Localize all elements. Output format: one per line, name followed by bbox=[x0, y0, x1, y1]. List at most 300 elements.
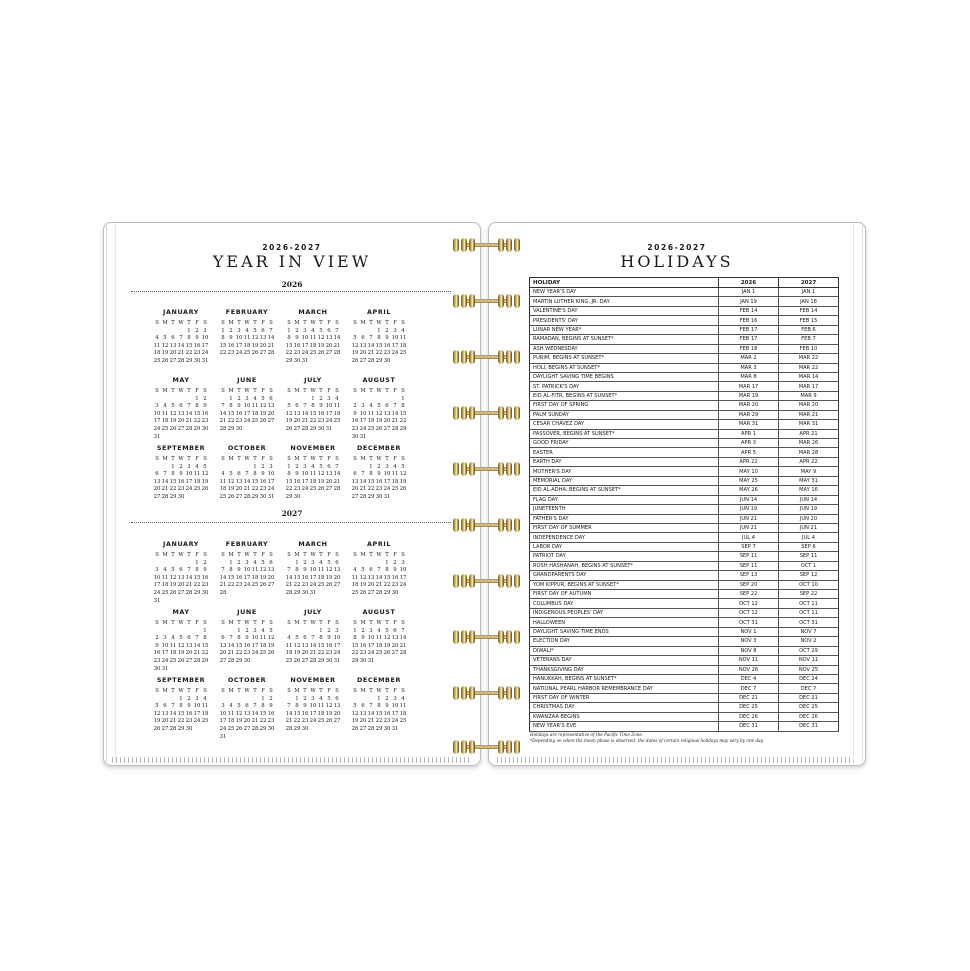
day-number: 24 bbox=[399, 582, 407, 589]
day-number: 4 bbox=[253, 559, 257, 566]
day-number: 3 bbox=[327, 395, 331, 402]
day-number: 16 bbox=[351, 418, 359, 425]
day-number: 30 bbox=[235, 425, 243, 432]
empty-day bbox=[219, 396, 227, 404]
day-number: 7 bbox=[195, 635, 199, 642]
spiral-ring bbox=[453, 462, 520, 476]
day-number: 27 bbox=[325, 486, 333, 493]
day-number: 1 bbox=[369, 463, 373, 470]
day-number: 17 bbox=[359, 418, 367, 425]
day-number: 25 bbox=[153, 357, 161, 364]
day-number: 23 bbox=[325, 650, 333, 657]
day-number: 26 bbox=[259, 582, 267, 589]
holiday-name: DAYLIGHT SAVING TIME BEGINS bbox=[530, 372, 719, 381]
day-number: 30 bbox=[383, 357, 391, 364]
day-number: 12 bbox=[235, 710, 243, 717]
month-name: OCTOBER bbox=[227, 444, 267, 452]
day-number: 21 bbox=[267, 342, 275, 349]
day-number: 13 bbox=[383, 410, 391, 417]
day-number: 23 bbox=[193, 350, 201, 357]
ring-coil bbox=[461, 574, 467, 588]
month-name: FEBRUARY bbox=[225, 540, 269, 548]
day-number: 25 bbox=[285, 657, 293, 664]
day-number: 25 bbox=[317, 582, 325, 589]
day-number: 31 bbox=[333, 657, 341, 664]
day-number: 21 bbox=[219, 582, 227, 589]
footnote-timezone: Holidays are representative of the Pacific Time Zone. bbox=[530, 732, 644, 737]
day-number: 19 bbox=[293, 650, 301, 657]
day-number: 9 bbox=[187, 703, 191, 710]
date-2027: SEP 12 bbox=[779, 571, 839, 580]
day-number: 1 bbox=[319, 627, 323, 634]
day-number: 28 bbox=[227, 657, 235, 664]
date-2026: MAY 25 bbox=[719, 476, 779, 485]
day-number: 26 bbox=[251, 350, 259, 357]
day-number: 2 bbox=[179, 463, 183, 470]
date-2026: MAY 26 bbox=[719, 486, 779, 495]
ring-coil bbox=[461, 294, 467, 308]
weekday-letter: T bbox=[253, 388, 257, 394]
month-name: MARCH bbox=[298, 540, 328, 548]
day-number: 6 bbox=[369, 567, 373, 574]
day-number: 28 bbox=[185, 425, 193, 432]
day-number: 6 bbox=[393, 627, 397, 634]
table-row bbox=[530, 448, 839, 457]
day-number: 29 bbox=[235, 657, 243, 664]
day-number: 30 bbox=[293, 357, 301, 364]
ring-coil bbox=[514, 574, 520, 588]
empty-day bbox=[169, 560, 177, 568]
date-2027: APR 21 bbox=[779, 429, 839, 438]
day-number: 13 bbox=[169, 342, 177, 349]
date-2027: OCT 11 bbox=[779, 599, 839, 608]
weekday-letter: T bbox=[237, 620, 241, 626]
day-number: 11 bbox=[161, 410, 169, 417]
weekday-letter: F bbox=[261, 388, 265, 394]
day-number: 24 bbox=[243, 418, 251, 425]
weekday-letter: S bbox=[287, 688, 291, 694]
date-2027: MAY 16 bbox=[779, 486, 839, 495]
ring-coil bbox=[469, 740, 475, 754]
day-number: 5 bbox=[155, 703, 159, 710]
holiday-name: MOTHER'S DAY bbox=[530, 467, 719, 476]
day-number: 17 bbox=[391, 710, 399, 717]
date-2026: NOV 1 bbox=[719, 627, 779, 636]
date-2026: MAR 17 bbox=[719, 382, 779, 391]
day-number: 29 bbox=[185, 357, 193, 364]
date-2026: JUN 21 bbox=[719, 514, 779, 523]
holiday-name: LUNAR NEW YEAR* bbox=[530, 325, 719, 334]
year-in-view-content bbox=[103, 222, 481, 766]
day-number: 29 bbox=[259, 725, 267, 732]
weekday-letter: S bbox=[353, 456, 357, 462]
day-number: 24 bbox=[193, 718, 201, 725]
day-number: 30 bbox=[177, 493, 185, 500]
day-number: 2 bbox=[385, 695, 389, 702]
date-2027: DEC 25 bbox=[779, 703, 839, 712]
table-row bbox=[530, 410, 839, 419]
weekday-letter: F bbox=[195, 552, 199, 558]
day-number: 3 bbox=[269, 463, 273, 470]
month-calendar bbox=[351, 540, 417, 608]
day-number: 21 bbox=[185, 582, 193, 589]
day-number: 26 bbox=[317, 350, 325, 357]
weekday-letter: W bbox=[310, 620, 316, 626]
day-number: 23 bbox=[359, 650, 367, 657]
holiday-name: FATHER'S DAY bbox=[530, 514, 719, 523]
empty-day bbox=[367, 696, 375, 704]
day-number: 14 bbox=[367, 342, 375, 349]
holiday-name: FIRST DAY OF SUMMER bbox=[530, 523, 719, 532]
weekday-letter: S bbox=[401, 320, 405, 326]
day-number: 1 bbox=[253, 463, 257, 470]
day-number: 22 bbox=[235, 650, 243, 657]
day-number: 11 bbox=[391, 471, 399, 478]
date-2026: NOV 26 bbox=[719, 665, 779, 674]
day-number: 1 bbox=[171, 463, 175, 470]
table-row bbox=[530, 618, 839, 627]
holiday-name: ELECTION DAY bbox=[530, 637, 719, 646]
day-number: 6 bbox=[269, 395, 273, 402]
day-number: 30 bbox=[259, 493, 267, 500]
date-2026: OCT 31 bbox=[719, 618, 779, 627]
weekday-letter: M bbox=[228, 552, 234, 558]
day-number: 19 bbox=[325, 710, 333, 717]
day-number: 5 bbox=[269, 627, 273, 634]
weekday-letter: S bbox=[155, 388, 159, 394]
weekday-letter: W bbox=[244, 388, 250, 394]
date-2026: MAR 3 bbox=[719, 363, 779, 372]
empty-day bbox=[367, 396, 375, 404]
day-number: 23 bbox=[185, 718, 193, 725]
empty-day bbox=[161, 396, 169, 404]
table-row bbox=[530, 354, 839, 363]
day-number: 25 bbox=[161, 589, 169, 596]
page-title: YEAR IN VIEW bbox=[212, 252, 372, 271]
day-number: 15 bbox=[177, 710, 185, 717]
day-number: 25 bbox=[259, 650, 267, 657]
weekday-letter: W bbox=[376, 688, 382, 694]
day-number: 19 bbox=[351, 718, 359, 725]
day-number: 7 bbox=[377, 567, 381, 574]
day-number: 24 bbox=[267, 486, 275, 493]
weekday-letter: T bbox=[171, 552, 175, 558]
day-number: 31 bbox=[153, 433, 161, 440]
day-number: 19 bbox=[359, 582, 367, 589]
day-number: 29 bbox=[293, 589, 301, 596]
day-number: 4 bbox=[261, 627, 265, 634]
day-number: 19 bbox=[201, 478, 209, 485]
day-number: 10 bbox=[309, 567, 317, 574]
day-number: 28 bbox=[375, 589, 383, 596]
weekday-letter: T bbox=[253, 552, 257, 558]
day-number: 20 bbox=[243, 718, 251, 725]
day-number: 29 bbox=[293, 725, 301, 732]
weekday-letter: S bbox=[353, 688, 357, 694]
day-number: 1 bbox=[195, 395, 199, 402]
day-number: 17 bbox=[219, 718, 227, 725]
empty-day bbox=[359, 328, 367, 336]
weekday-letter: S bbox=[335, 320, 339, 326]
day-number: 27 bbox=[325, 350, 333, 357]
weekday-letter: T bbox=[187, 388, 191, 394]
day-number: 2 bbox=[327, 627, 331, 634]
day-number: 19 bbox=[153, 718, 161, 725]
day-number: 18 bbox=[169, 650, 177, 657]
day-number: 23 bbox=[243, 650, 251, 657]
day-number: 20 bbox=[293, 418, 301, 425]
day-number: 5 bbox=[179, 635, 183, 642]
day-number: 24 bbox=[325, 418, 333, 425]
day-number: 23 bbox=[201, 582, 209, 589]
holiday-name: EID AL-ADHA, BEGINS AT SUNSET* bbox=[530, 486, 719, 495]
day-number: 14 bbox=[399, 635, 407, 642]
day-number: 10 bbox=[219, 710, 227, 717]
day-number: 4 bbox=[253, 395, 257, 402]
day-number: 21 bbox=[367, 350, 375, 357]
weekday-letter: M bbox=[294, 620, 300, 626]
year-range-eyebrow: 2026-2027 bbox=[647, 243, 707, 252]
empty-day bbox=[161, 696, 169, 704]
day-number: 25 bbox=[251, 582, 259, 589]
table-row bbox=[530, 722, 839, 731]
day-number: 12 bbox=[251, 335, 259, 342]
day-number: 8 bbox=[353, 635, 357, 642]
day-number: 24 bbox=[391, 718, 399, 725]
ring-coil bbox=[461, 406, 467, 420]
day-number: 21 bbox=[333, 478, 341, 485]
day-number: 12 bbox=[267, 635, 275, 642]
day-number: 14 bbox=[367, 710, 375, 717]
weekday-letter: M bbox=[162, 388, 168, 394]
month-day-grid bbox=[351, 388, 417, 441]
day-number: 13 bbox=[267, 567, 275, 574]
day-number: 31 bbox=[267, 493, 275, 500]
day-number: 28 bbox=[309, 657, 317, 664]
holiday-name: VALENTINE'S DAY bbox=[530, 306, 719, 315]
date-2026: OCT 12 bbox=[719, 599, 779, 608]
weekday-letter: M bbox=[360, 552, 366, 558]
date-2026: NOV 3 bbox=[719, 637, 779, 646]
day-number: 3 bbox=[393, 327, 397, 334]
empty-day bbox=[383, 396, 391, 404]
day-number: 28 bbox=[285, 725, 293, 732]
day-number: 15 bbox=[201, 642, 209, 649]
day-number: 16 bbox=[359, 642, 367, 649]
day-number: 12 bbox=[399, 471, 407, 478]
weekday-letter: S bbox=[401, 688, 405, 694]
day-number: 31 bbox=[153, 597, 161, 604]
day-number: 7 bbox=[361, 471, 365, 478]
weekday-letter: W bbox=[376, 456, 382, 462]
ring-coil bbox=[453, 574, 459, 588]
day-number: 15 bbox=[219, 342, 227, 349]
day-number: 15 bbox=[169, 478, 177, 485]
year-label-2027: 2027 bbox=[281, 509, 303, 518]
empty-day bbox=[375, 560, 383, 568]
day-number: 27 bbox=[333, 718, 341, 725]
day-number: 9 bbox=[295, 471, 299, 478]
day-number: 8 bbox=[229, 567, 233, 574]
month-name: JULY bbox=[304, 376, 322, 384]
day-number: 2 bbox=[237, 559, 241, 566]
weekday-letter: S bbox=[155, 456, 159, 462]
col-header-holiday: HOLIDAY bbox=[530, 278, 719, 288]
weekday-letter: F bbox=[261, 456, 265, 462]
holiday-name: JUNETEENTH bbox=[530, 505, 719, 514]
day-number: 19 bbox=[383, 642, 391, 649]
holiday-name: ST. PATRICK'S DAY bbox=[530, 382, 719, 391]
day-number: 30 bbox=[301, 725, 309, 732]
day-number: 2 bbox=[295, 327, 299, 334]
day-number: 14 bbox=[375, 574, 383, 581]
ring-coil bbox=[453, 686, 459, 700]
day-number: 5 bbox=[295, 635, 299, 642]
day-number: 13 bbox=[259, 335, 267, 342]
holiday-name: PURIM, BEGINS AT SUNSET* bbox=[530, 354, 719, 363]
day-number: 7 bbox=[221, 403, 225, 410]
month-calendar bbox=[351, 444, 417, 512]
day-number: 17 bbox=[193, 710, 201, 717]
date-2026: FEB 16 bbox=[719, 316, 779, 325]
day-number: 23 bbox=[375, 486, 383, 493]
date-2027: FEB 7 bbox=[779, 335, 839, 344]
day-number: 10 bbox=[201, 335, 209, 342]
day-number: 3 bbox=[311, 559, 315, 566]
ring-coil bbox=[469, 462, 475, 476]
day-number: 18 bbox=[193, 478, 201, 485]
day-number: 18 bbox=[153, 350, 161, 357]
table-row bbox=[530, 391, 839, 400]
day-number: 28 bbox=[367, 357, 375, 364]
day-number: 6 bbox=[261, 327, 265, 334]
day-number: 21 bbox=[219, 418, 227, 425]
empty-day bbox=[359, 464, 367, 472]
day-number: 11 bbox=[399, 703, 407, 710]
table-row bbox=[530, 467, 839, 476]
day-number: 9 bbox=[261, 471, 265, 478]
day-number: 27 bbox=[367, 589, 375, 596]
day-number: 6 bbox=[179, 403, 183, 410]
day-number: 30 bbox=[301, 589, 309, 596]
weekday-letter: S bbox=[221, 552, 225, 558]
day-number: 16 bbox=[375, 478, 383, 485]
day-number: 15 bbox=[227, 574, 235, 581]
ring-coil bbox=[498, 406, 504, 420]
day-number: 18 bbox=[259, 642, 267, 649]
holiday-name: THANKSGIVING DAY bbox=[530, 665, 719, 674]
day-number: 22 bbox=[285, 486, 293, 493]
day-number: 15 bbox=[285, 478, 293, 485]
weekday-letter: M bbox=[360, 688, 366, 694]
day-number: 25 bbox=[161, 425, 169, 432]
empty-day bbox=[351, 328, 359, 336]
day-number: 30 bbox=[267, 725, 275, 732]
weekday-letter: T bbox=[385, 456, 389, 462]
day-number: 4 bbox=[221, 471, 225, 478]
table-row bbox=[530, 637, 839, 646]
empty-day bbox=[227, 696, 235, 704]
day-number: 26 bbox=[201, 486, 209, 493]
day-number: 12 bbox=[201, 471, 209, 478]
weekday-letter: W bbox=[178, 688, 184, 694]
day-number: 27 bbox=[383, 425, 391, 432]
day-number: 4 bbox=[319, 695, 323, 702]
day-number: 8 bbox=[179, 703, 183, 710]
day-number: 14 bbox=[309, 642, 317, 649]
day-number: 23 bbox=[201, 418, 209, 425]
table-row bbox=[530, 335, 839, 344]
day-number: 28 bbox=[251, 725, 259, 732]
day-number: 18 bbox=[317, 574, 325, 581]
day-number: 2 bbox=[237, 395, 241, 402]
day-number: 24 bbox=[383, 486, 391, 493]
day-number: 28 bbox=[177, 357, 185, 364]
day-number: 18 bbox=[351, 582, 359, 589]
day-number: 26 bbox=[235, 725, 243, 732]
day-number: 22 bbox=[375, 350, 383, 357]
weekday-letter: S bbox=[221, 688, 225, 694]
day-number: 31 bbox=[359, 433, 367, 440]
day-number: 12 bbox=[325, 567, 333, 574]
day-number: 9 bbox=[269, 703, 273, 710]
day-number: 13 bbox=[351, 478, 359, 485]
day-number: 13 bbox=[185, 642, 193, 649]
day-number: 9 bbox=[319, 403, 323, 410]
day-number: 29 bbox=[193, 425, 201, 432]
day-number: 16 bbox=[193, 342, 201, 349]
day-number: 9 bbox=[245, 635, 249, 642]
weekday-letter: M bbox=[294, 388, 300, 394]
month-name: MAY bbox=[172, 376, 190, 384]
month-calendar bbox=[285, 608, 351, 676]
day-number: 13 bbox=[359, 342, 367, 349]
day-number: 3 bbox=[361, 403, 365, 410]
day-number: 17 bbox=[333, 642, 341, 649]
day-number: 1 bbox=[385, 559, 389, 566]
day-number: 6 bbox=[187, 635, 191, 642]
day-number: 18 bbox=[309, 342, 317, 349]
day-number: 26 bbox=[351, 725, 359, 732]
day-number: 14 bbox=[177, 342, 185, 349]
empty-day bbox=[351, 396, 359, 404]
weekday-letter: W bbox=[178, 456, 184, 462]
holiday-name: PATRIOT DAY bbox=[530, 552, 719, 561]
day-number: 31 bbox=[219, 733, 227, 740]
day-number: 3 bbox=[311, 695, 315, 702]
day-number: 17 bbox=[235, 342, 243, 349]
day-number: 21 bbox=[367, 718, 375, 725]
day-number: 10 bbox=[399, 567, 407, 574]
day-number: 3 bbox=[245, 395, 249, 402]
day-number: 25 bbox=[227, 725, 235, 732]
month-day-grid bbox=[219, 388, 285, 434]
date-2026: SEP 20 bbox=[719, 580, 779, 589]
empty-day bbox=[251, 696, 259, 704]
day-number: 13 bbox=[177, 410, 185, 417]
weekday-letter: F bbox=[327, 388, 331, 394]
ring-coil bbox=[506, 350, 512, 364]
weekday-letter: M bbox=[162, 320, 168, 326]
day-number: 14 bbox=[169, 710, 177, 717]
day-number: 7 bbox=[287, 703, 291, 710]
day-number: 19 bbox=[161, 350, 169, 357]
empty-day bbox=[351, 560, 359, 568]
date-2027: OCT 1 bbox=[779, 561, 839, 570]
year-label-2026: 2026 bbox=[281, 280, 303, 289]
day-number: 12 bbox=[359, 574, 367, 581]
day-number: 4 bbox=[401, 327, 405, 334]
